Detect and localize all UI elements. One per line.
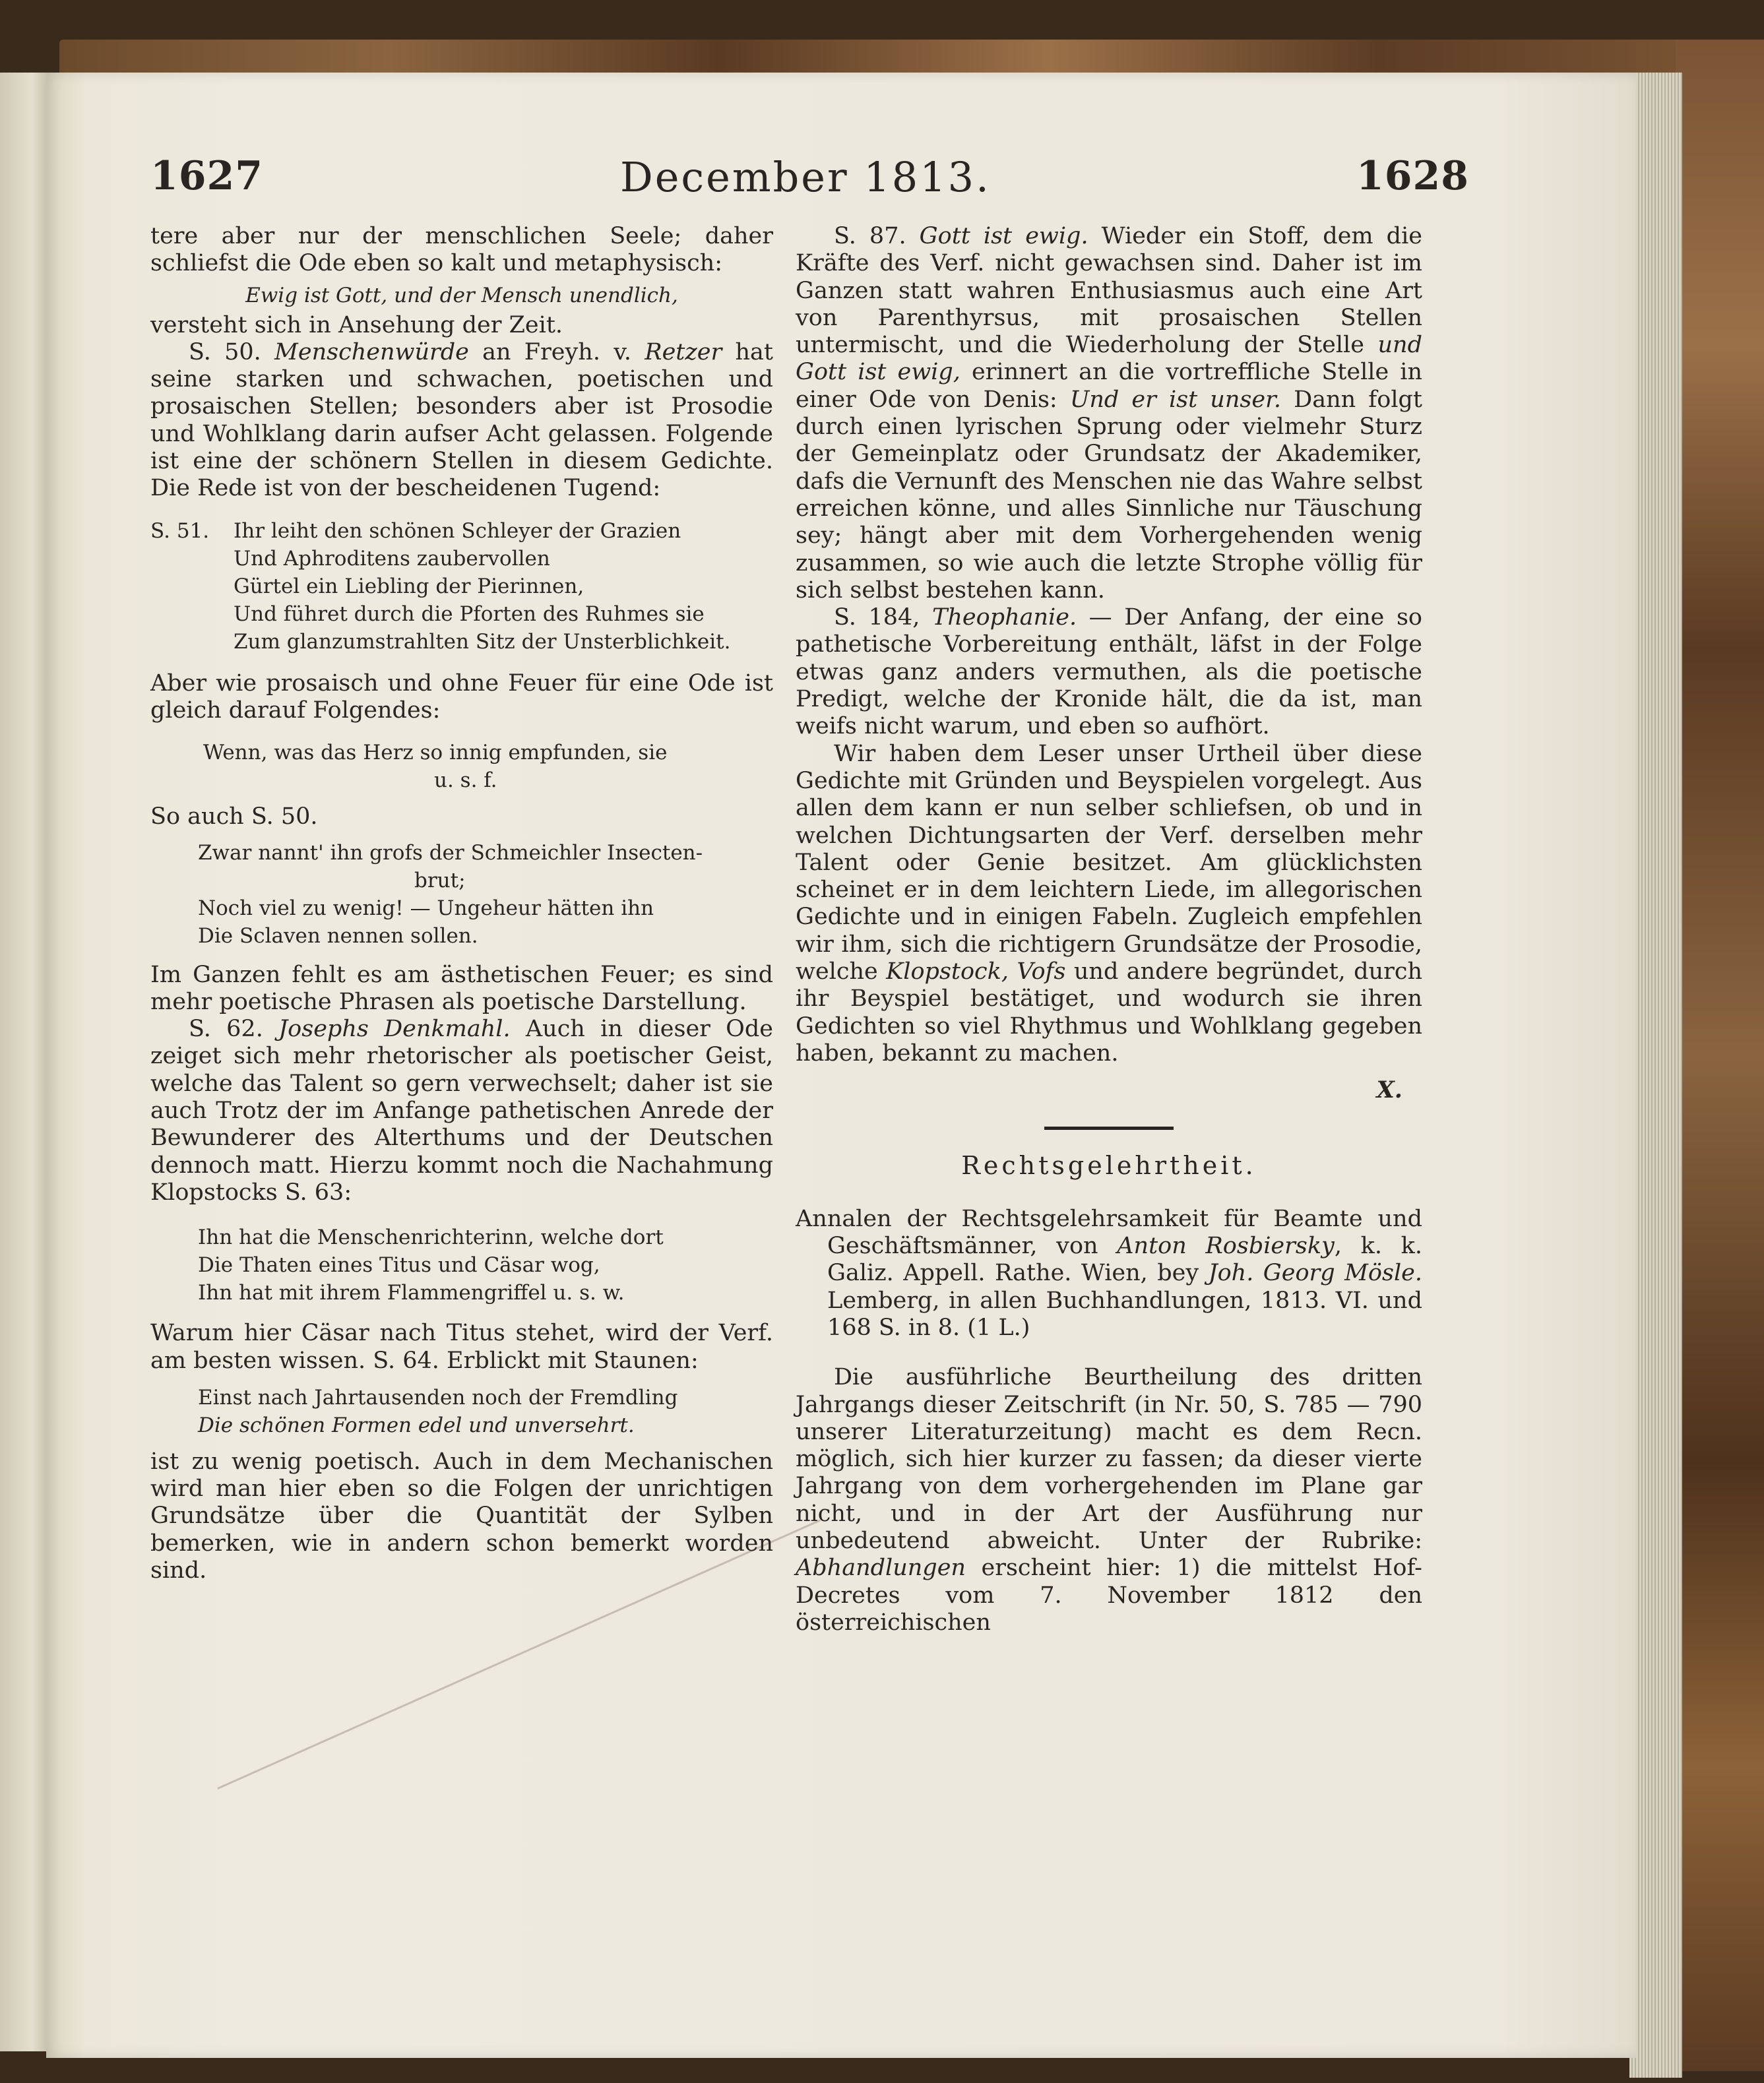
poem-title: Menschenwürde (274, 338, 469, 365)
author-name: Anton Rosbiersky (1117, 1233, 1335, 1260)
text-run: Lemberg, in allen Buchhandlungen, 1813. VI. und 168 S. in 8. (1 L.) (827, 1287, 1422, 1341)
paragraph: Warum hier Cäsar nach Titus stehet, wird der Verf. am besten wissen. S. 64. Erblickt mit Staunen: (150, 1320, 773, 1374)
left-column (150, 223, 773, 1584)
paragraph: versteht sich in Ansehung der Zeit. (150, 311, 563, 338)
text-run: , k. k. Galiz. Appell. Rathe. Wien, bey (827, 1233, 1423, 1287)
verse-line: Und führet durch die Pforten des Ruhmes sie (234, 602, 705, 626)
verse-line: Die Sclaven nennen sollen. (198, 923, 478, 948)
text-run: hat seine starken und schwachen, poetischen und prosaischen Stellen; besonders aber ist Prosodie und Wohlklang darin aufser Acht gelassen. Folgende ist eine der schönern Stellen in diesem Gedichte. Die Rede ist von der bescheidenen Tugend: (150, 338, 773, 502)
paragraph: Aber wie prosaisch und ohne Feuer für eine Ode ist gleich darauf Folgendes: (150, 669, 773, 724)
verse-line: Zwar nannt' ihn grofs der Schmeichler Insecten- (198, 840, 703, 865)
paragraph: ist zu wenig poetisch. Auch in dem Mechanischen wird man hier eben so die Folgen der unrichtigen Grundsätze über die Quantität der Sylben bemerken, wie in andern schon bemerkt worden sind. (150, 1448, 773, 1584)
paragraph: tere aber nur der menschlichen Seele; daher schliefst die Ode eben so kalt und metaphysisch: (150, 223, 773, 277)
verse-line: Gürtel ein Liebling der Pierinnen, (234, 574, 584, 598)
verse-line: Ihn hat die Menschenrichterinn, welche dort (198, 1226, 664, 1250)
section-divider (1044, 1127, 1174, 1130)
person-name: Retzer (645, 338, 722, 365)
left-page-number: 1627 (150, 153, 263, 199)
reviewer-signature: X. (1376, 1076, 1402, 1104)
right-column (796, 223, 1422, 1636)
paragraph: So auch S. 50. (150, 803, 318, 830)
text-run: Die ausführliche Beurtheilung des dritten Jahrgangs dieser Zeitschrift (in Nr. 50, S. 785 — 790 unserer Literaturzeitung) macht es dem Recn. möglich, sich hier kurzer zu fassen; da dieser vierte Jahrgang von dem vorhergehenden im Plane gar nicht, und in der Art der Ausführung nur unbedeutend abweicht. Unter der Rubrike: (796, 1364, 1422, 1555)
verse-line: Ihr leiht den schönen Schleyer der Grazien (234, 518, 681, 543)
paragraph (796, 604, 1422, 740)
verse-line: Wenn, was das Herz so innig empfunden, sie (203, 741, 668, 765)
paragraph: Im Ganzen fehlt es am ästhetischen Feuer; es sind mehr poetische Phrasen als poetische Darstellung. (150, 961, 773, 1015)
verse-ref: S. 51. (150, 518, 210, 543)
poem-title: Gott ist ewig. (919, 223, 1088, 249)
text-run: Auch in dieser Ode zeiget sich mehr rhetorischer als poetischer Geist, welche das Talent so gern verwechselt; daher ist sie auch Trotz der im Anfange pathetischen Anrede der Bewunderer des Alterthums und der Deutschen dennoch matt. Hierzu kommt noch die Nachahmung Klopstocks S. 63: (150, 1016, 773, 1206)
paragraph (150, 1016, 773, 1206)
spacer (796, 1342, 1422, 1364)
text-run: erscheint hier: 1) die mittelst Hof-Decretes vom 7. November 1812 den österreichischen (796, 1555, 1422, 1636)
verse-block (198, 1384, 773, 1439)
text-run: Annalen der Rechtsgelehrsamkeit für Beamte und Geschäftsmänner, von (796, 1205, 1422, 1260)
verse-line: Noch viel zu wenig! — Ungeheur hätten ihn (198, 896, 654, 920)
text-run: und andere begründet, durch ihr Beyspiel bestätiget, und wodurch sie ihren Gedichten so viel Rhythmus und Wohlklang gegeben haben, bekannt zu machen. (796, 958, 1422, 1067)
text-run: Wir haben dem Leser unser Urtheil über diese Gedichte mit Gründen und Beyspielen vorgelegt. Aus allen dem kann er nun selber schliefsen, ob und in welchen Dichtungsarten der Verf. derselben mehr Talent oder Genie besitzet. Am glücklichsten scheinet er in dem leichtern Liede, im allegorischen Gedichte und in einigen Fabeln. Zugleich empfehlen wir ihm, sich die richtigern Grundsätze der Prosodie, welche (796, 740, 1422, 985)
bibliographic-entry (796, 1206, 1422, 1342)
verse-block (150, 739, 773, 794)
text-run: Wieder ein Stoff, dem die Kräfte des Verf. nicht gewachsen sind. Daher ist im Ganzen statt wahren Enthusiasmus auch eine Art von Parenthyrsus, mit prosaischen Stellen untermischt, und die Wiederholung der Stelle (796, 223, 1422, 359)
text-run: erinnert an die vortreffliche Stelle in einer Ode von Denis: (796, 359, 1422, 413)
page-ref: S. 87. (834, 223, 906, 249)
text-run: Dann folgt durch einen lyrischen Sprung oder vielmehr Sturz der Gemeinplatz oder Grundsatz der Akademiker, dafs die Vernunft des Menschen nie das Wahre selbst erreichen könne, und alles Sinnliche nur Täuschung sey; hängt aber mit dem Vorhergehenden wenig zusammen, so wie auch die letzte Strophe völlig für sich selbst bestehen kann. (796, 386, 1422, 604)
poem-title: Theophanie. (932, 604, 1077, 631)
poem-title: Josephs Denkmahl. (278, 1016, 511, 1043)
verse-lines (234, 517, 730, 656)
page-ref: S. 50. (189, 338, 261, 365)
person-name: Klopstock, Vofs (886, 958, 1066, 985)
page-header-title: December 1813. (620, 153, 991, 201)
rubric: Abhandlungen (796, 1555, 966, 1582)
book-cover-right (1676, 40, 1764, 2071)
verse-line: brut; (414, 868, 466, 892)
quotation: Und er ist unser. (1069, 386, 1282, 413)
paragraph (796, 223, 1422, 604)
right-page-number: 1628 (1356, 153, 1469, 199)
paragraph (796, 1364, 1422, 1636)
paragraph (150, 339, 773, 503)
paragraph (796, 741, 1422, 1068)
verse-line: Zum glanzumstrahlten Sitz der Unsterblichkeit. (234, 629, 731, 654)
verse-line: Und Aphroditens zaubervollen (234, 546, 550, 571)
text-run: an Freyh. v. (468, 338, 645, 365)
left-page-edge (0, 73, 53, 2051)
section-heading: Rechtsgelehrtheit. (961, 1150, 1257, 1180)
publisher-name: Joh. Georg Mösle. (1208, 1260, 1422, 1287)
text-run: — Der Anfang, der eine so pathetische Vorbereitung enthält, läfst in der Folge etwas ganz anders vermuthen, als die poetische Predigt, welche der Kronide hält, die da ist, man weifs nicht warum, und eben so aufhört. (796, 604, 1422, 740)
verse-quote: Ewig ist Gott, und der Mensch unendlich, (245, 283, 678, 307)
verse-line: Die schönen Formen edel und unversehrt. (198, 1413, 635, 1437)
verse-line: Einst nach Jahrtausenden noch der Fremdling (198, 1385, 678, 1410)
verse-block (198, 1224, 773, 1307)
page-ref: S. 184, (834, 604, 920, 631)
verse-line: Die Thaten eines Titus und Cäsar wog, (198, 1253, 600, 1278)
page-edges (1629, 73, 1682, 2078)
verse-line: u. s. f. (434, 768, 497, 793)
page-ref: S. 62. (189, 1016, 263, 1043)
quotation: und Gott ist ewig, (796, 332, 1422, 386)
verse-block (150, 839, 773, 950)
verse-block (150, 517, 773, 656)
verse-line: Ihn hat mit ihrem Flammengriffel u. s. w. (198, 1281, 625, 1305)
